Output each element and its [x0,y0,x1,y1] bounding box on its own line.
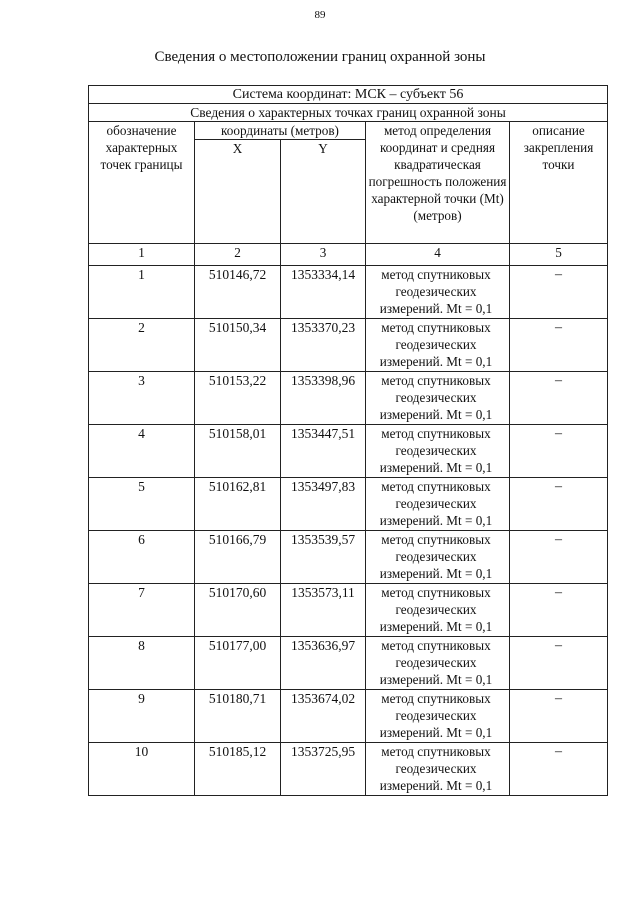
coord-y-value: 1353497,83 [281,478,366,531]
method-text: метод спутниковых геодезических измерений. Mt = 0,1 [379,638,493,687]
fixing-description: – [510,743,608,796]
method-cell [366,266,510,319]
page-number: 89 [314,9,326,21]
method-cell [366,478,510,531]
coord-y-value: 1353725,95 [281,743,366,796]
method-cell [366,743,510,796]
header-y: Y [281,140,366,244]
column-number: 3 [281,244,366,266]
table-row [89,319,608,372]
method-cell [366,425,510,478]
coord-y-value: 1353370,23 [281,319,366,372]
fixing-description: – [510,319,608,372]
table-body [89,86,608,796]
method-text: метод спутниковых геодезических измерений. Mt = 0,1 [379,532,493,581]
table-row [89,743,608,796]
coord-y-value: 1353334,14 [281,266,366,319]
header-designation: обозначение характерных точек границы [89,122,195,244]
point-number: 5 [89,478,195,531]
method-text: метод спутниковых геодезических измерений. Mt = 0,1 [379,373,493,422]
table-row [89,531,608,584]
point-number: 2 [89,319,195,372]
header-coordinates: координаты (метров) [195,122,366,140]
subtitle-row [89,104,608,122]
coord-x-value: 510166,79 [195,531,281,584]
header-method: метод определения координат и средняя квадратическая погрешность положения характерной точки (Mt) (метров) [366,122,510,244]
fixing-description: – [510,531,608,584]
point-number: 10 [89,743,195,796]
column-number-row [89,244,608,266]
method-cell [366,584,510,637]
method-cell [366,690,510,743]
table-row [89,637,608,690]
table-row [89,425,608,478]
coord-y-value: 1353398,96 [281,372,366,425]
column-number: 2 [195,244,281,266]
point-number: 8 [89,637,195,690]
table-row [89,478,608,531]
method-text: метод спутниковых геодезических измерений. Mt = 0,1 [379,691,493,740]
coord-y-value: 1353573,11 [281,584,366,637]
coord-system-cell: Система координат: МСК – субъект 56 [89,86,608,104]
fixing-description: – [510,478,608,531]
fixing-description: – [510,266,608,319]
coord-y-value: 1353539,57 [281,531,366,584]
table-row [89,266,608,319]
coord-system-row [89,86,608,104]
coord-x-value: 510180,71 [195,690,281,743]
coord-x-value: 510150,34 [195,319,281,372]
coord-x-value: 510153,22 [195,372,281,425]
point-number: 9 [89,690,195,743]
header-row-top [89,122,608,140]
coord-y-value: 1353636,97 [281,637,366,690]
document-title: Сведения о местоположении границ охранной зоны [154,49,486,65]
fixing-description: – [510,690,608,743]
fixing-description: – [510,584,608,637]
coord-y-value: 1353674,02 [281,690,366,743]
table-row [89,372,608,425]
method-cell [366,372,510,425]
point-number: 4 [89,425,195,478]
coord-x-value: 510170,60 [195,584,281,637]
method-cell [366,319,510,372]
coord-x-value: 510146,72 [195,266,281,319]
table-row [89,690,608,743]
coord-x-value: 510158,01 [195,425,281,478]
fixing-description: – [510,637,608,690]
header-x: X [195,140,281,244]
point-number: 3 [89,372,195,425]
method-text: метод спутниковых геодезических измерений. Mt = 0,1 [379,426,493,475]
method-cell [366,637,510,690]
coord-x-value: 510177,00 [195,637,281,690]
point-number: 1 [89,266,195,319]
column-number: 5 [510,244,608,266]
method-text: метод спутниковых геодезических измерений. Mt = 0,1 [379,744,493,793]
coord-x-value: 510185,12 [195,743,281,796]
method-cell [366,531,510,584]
method-text: метод спутниковых геодезических измерений. Mt = 0,1 [379,320,493,369]
method-text: метод спутниковых геодезических измерений. Mt = 0,1 [379,479,493,528]
boundary-points-table [88,85,608,796]
header-description: описание закрепления точки [510,122,608,244]
point-number: 6 [89,531,195,584]
method-text: метод спутниковых геодезических измерений. Mt = 0,1 [379,585,493,634]
method-text: метод спутниковых геодезических измерений. Mt = 0,1 [379,267,493,316]
table-subtitle-cell: Сведения о характерных точках границ охранной зоны [89,104,608,122]
fixing-description: – [510,425,608,478]
coord-y-value: 1353447,51 [281,425,366,478]
fixing-description: – [510,372,608,425]
column-number: 4 [366,244,510,266]
table-row [89,584,608,637]
column-number: 1 [89,244,195,266]
coord-x-value: 510162,81 [195,478,281,531]
point-number: 7 [89,584,195,637]
